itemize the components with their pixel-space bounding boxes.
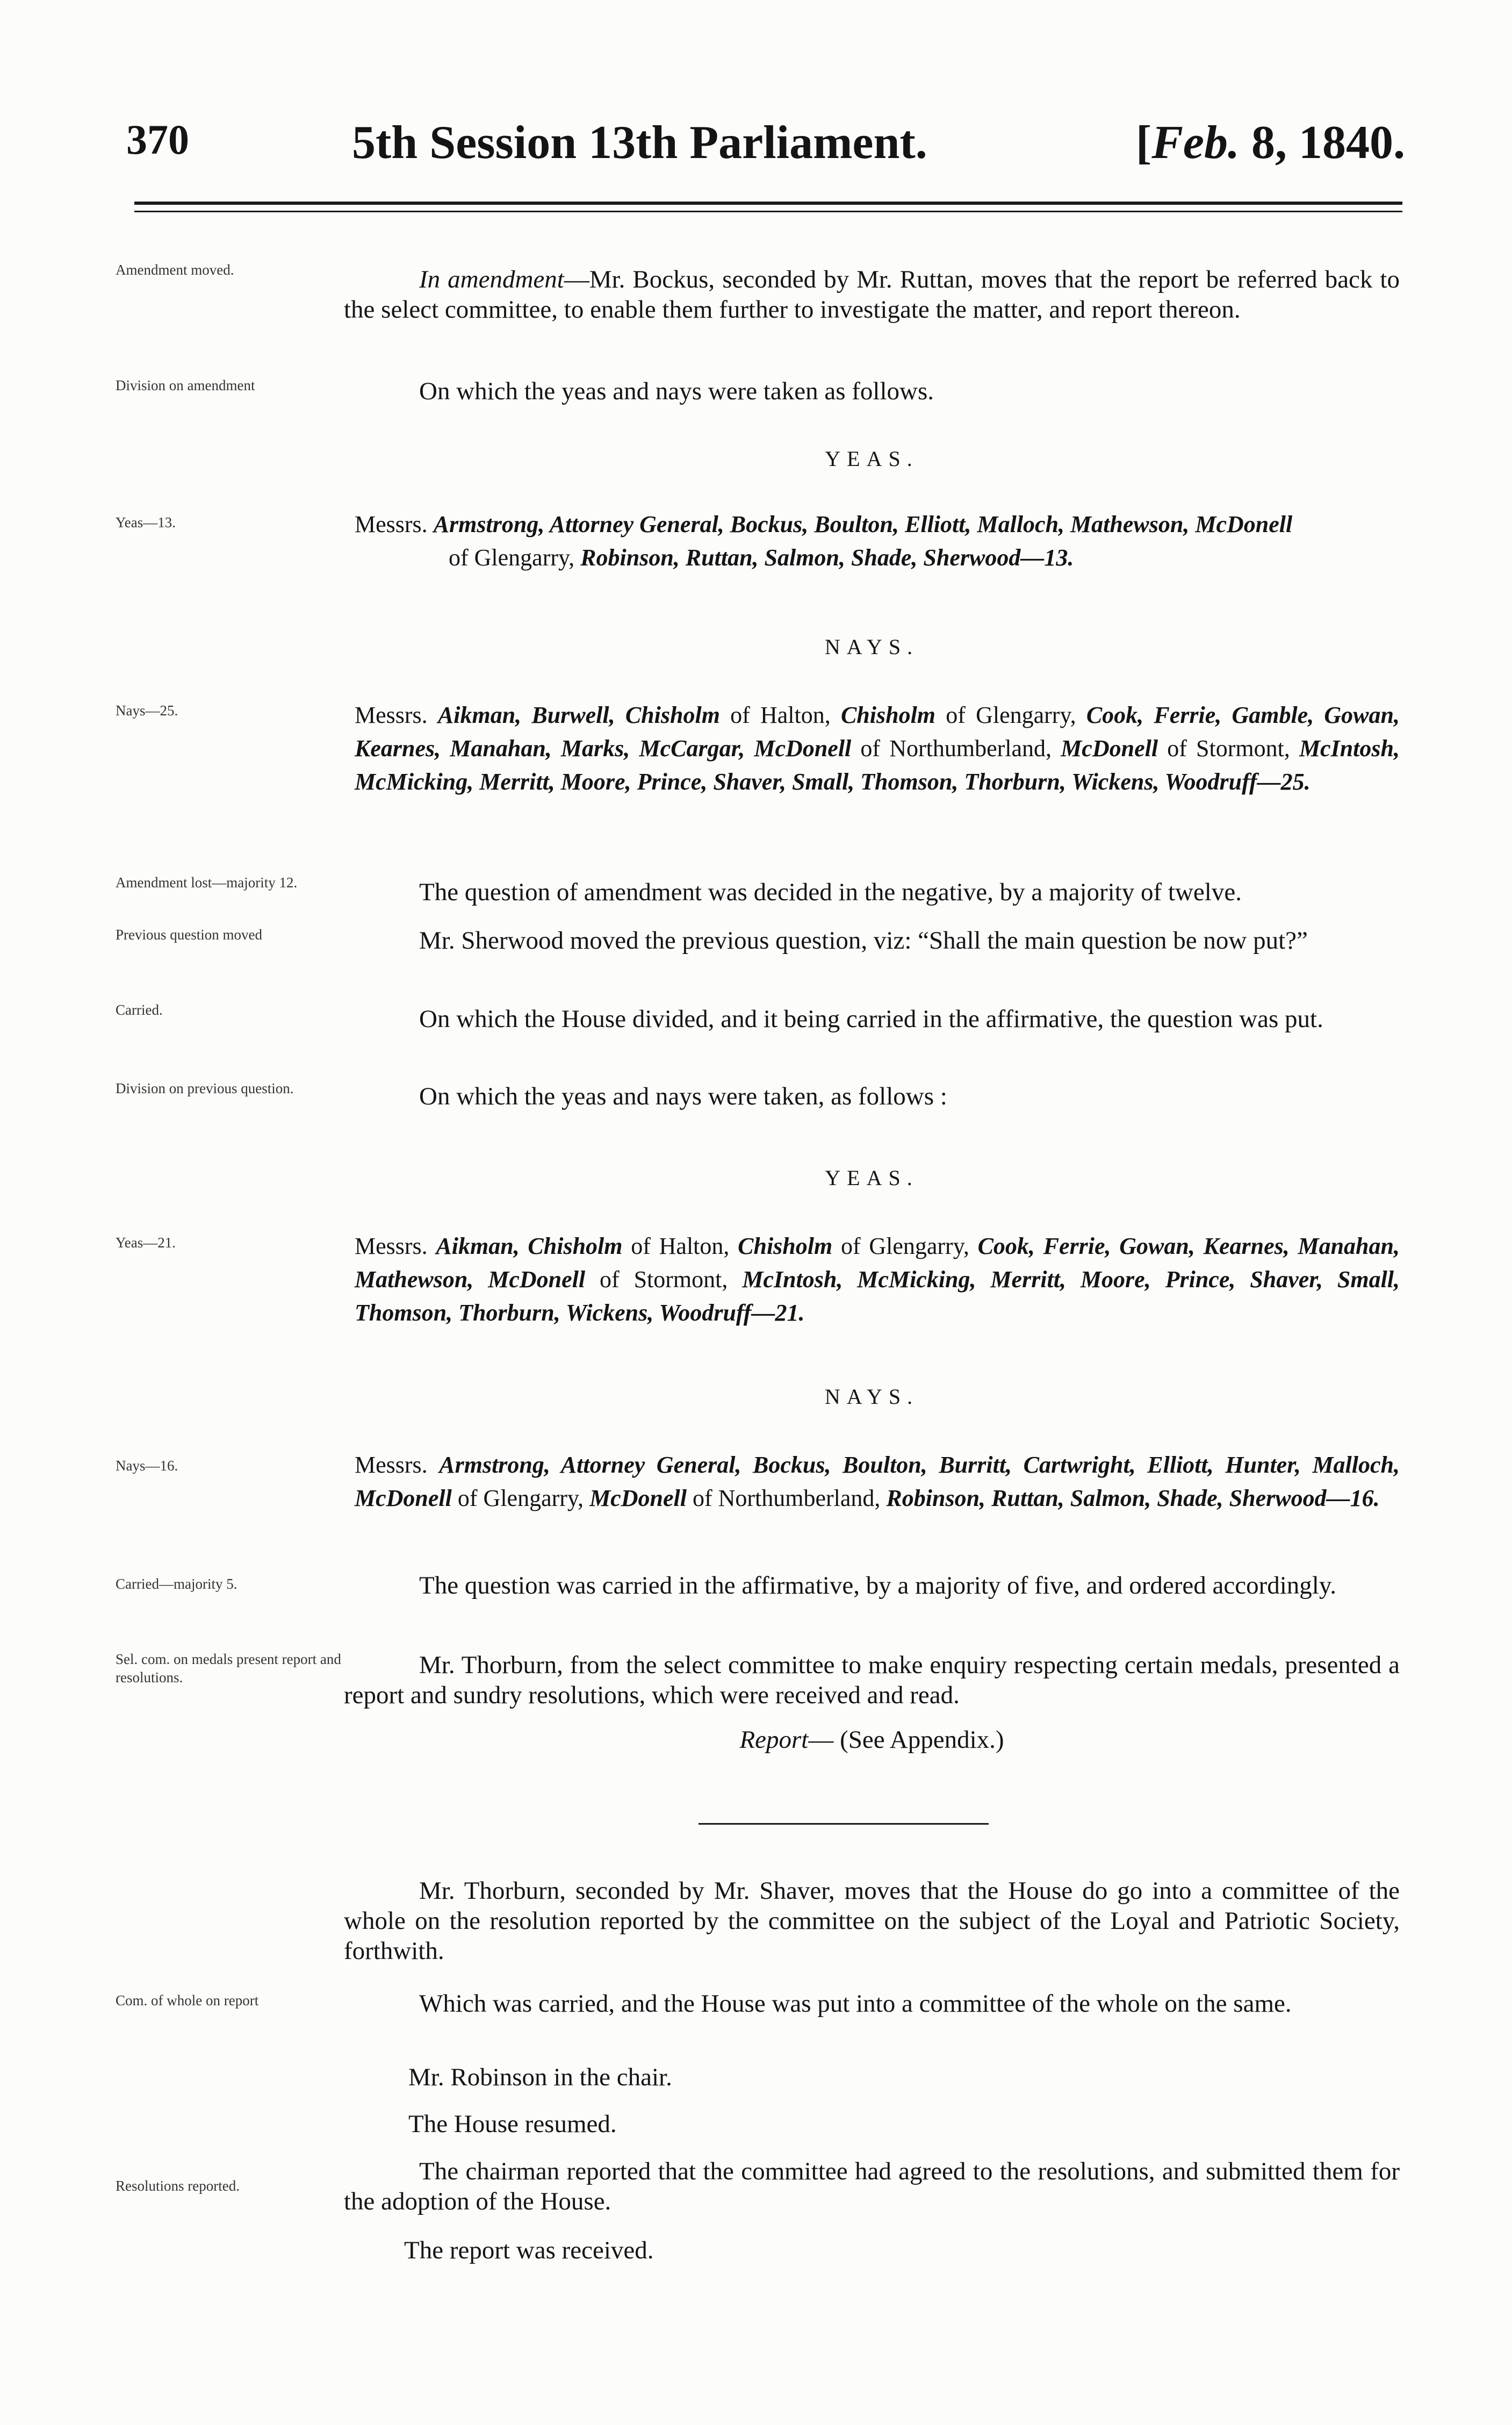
margin-note-yeas-13: Yeas—13. — [116, 514, 176, 530]
yeas-2-e: Cook, Ferrie, Gowan, Kearnes, — [977, 1233, 1290, 1259]
nays-1-prefix: Messrs. — [355, 702, 428, 728]
nays-2-c: McDonell — [589, 1485, 687, 1511]
yeas-heading-1: YEAS. — [825, 447, 919, 471]
thorburn-motion-paragraph: Mr. Thorburn, seconded by Mr. Shaver, moves that the House do go into a committee of the whole on the resolution reported by the committee on the subject of the Loyal and Patriotic Society, forthwith. — [344, 1877, 1400, 1965]
header-rule-thick — [134, 202, 1402, 205]
yeas-2-prefix: Messrs. — [355, 1233, 428, 1259]
medals-paragraph: Mr. Thorburn, from the select committee to make enquiry respecting certain medals, presented a report and sundry resolutions, which were received and read. — [344, 1651, 1400, 1709]
yeas-2-f: Manahan, Mathewson, McDonell — [355, 1233, 1400, 1293]
resumed-line: The House resumed. — [408, 2110, 617, 2138]
yeas-1-names-a: Armstrong, Attorney General, Bockus, Boulton, Elliott, Malloch, Mathewson, McDonell — [433, 511, 1293, 537]
report-rest: — (See Appendix.) — [808, 1726, 1004, 1754]
margin-note-nays-16: Nays—16. — [116, 1458, 178, 1474]
nays-list-2 — [355, 1448, 1400, 1515]
nays-1-e: Cook, Ferrie, Gamble, — [1086, 702, 1314, 728]
nays-2-prefix: Messrs. — [355, 1452, 428, 1478]
margin-note-amendment-lost: Amendment lost—majority 12. — [116, 874, 298, 891]
margin-note-carried: Carried. — [116, 1002, 163, 1018]
carried-paragraph: On which the House divided, and it being carried in the affirmative, the question was put. — [419, 1005, 1323, 1033]
page-number: 370 — [126, 116, 189, 163]
previous-question-paragraph: Mr. Sherwood moved the previous question, viz: “Shall the main question be now put?” — [419, 927, 1308, 955]
nays-1-d: of Glengarry, — [946, 702, 1076, 728]
date-bracket: [ — [1135, 117, 1152, 169]
yeas-1-of-glengarry: of Glengarry, — [449, 544, 575, 571]
running-title: 5th Session 13th Parliament. — [352, 117, 927, 169]
margin-note-division-amendment: Division on amendment — [116, 377, 255, 393]
yeas-2-d: of Glengarry, — [840, 1233, 969, 1259]
nays-1-i: of Stormont, — [1167, 735, 1290, 762]
nays-heading-1: NAYS. — [824, 635, 919, 659]
division-previous-paragraph: On which the yeas and nays were taken, as follows : — [419, 1082, 947, 1110]
page-header — [126, 116, 1405, 175]
margin-note-previous-question: Previous question moved — [116, 927, 262, 943]
amendment-paragraph — [344, 264, 1400, 325]
nays-1-f: Gowan, Kearnes, Manahan, Marks, McCargar, McDonell — [355, 702, 1400, 762]
margin-note-sel-com-medals: Sel. com. on medals present report and resolutions. — [116, 1651, 341, 1685]
yeas-1-prefix: Messrs. — [355, 511, 428, 537]
nays-1-a: Aikman, Burwell, Chisholm — [437, 702, 720, 728]
yeas-2-a: Aikman, Chisholm — [436, 1233, 623, 1259]
margin-note-yeas-21: Yeas—21. — [116, 1235, 176, 1251]
chair-line: Mr. Robinson in the chair. — [408, 2063, 672, 2091]
nays-2-a: Armstrong, Attorney General, Bockus, Boulton, Burritt, Cartwright, Elliott, Hunter, Malloch, McDonell — [355, 1452, 1400, 1511]
margin-note-resolutions-reported: Resolutions reported. — [116, 2178, 240, 2194]
margin-note-division-previous: Division on previous question. — [116, 1080, 294, 1096]
yeas-1-names-b: Robinson, Ruttan, Salmon, Shade, Sherwood—13. — [580, 544, 1074, 571]
margin-note-amendment-moved: Amendment moved. — [116, 262, 234, 278]
chairman-reported-paragraph: The chairman reported that the committee had agreed to the resolutions, and submitted them for the adoption of the House. — [344, 2157, 1400, 2215]
margin-note-com-whole: Com. of whole on report — [116, 1992, 259, 2008]
nays-1-b: of Halton, — [730, 702, 831, 728]
yeas-heading-2: YEAS. — [825, 1166, 919, 1190]
date-rest: 8, 1840. — [1240, 117, 1405, 169]
amendment-text: —Mr. Bockus, seconded by Mr. Ruttan, moves that the report be referred back to the select committee, to enable them further to investigate the matter, and report thereon. — [344, 266, 1400, 324]
yeas-2-g: of Stormont, — [600, 1266, 728, 1293]
section-divider — [699, 1823, 989, 1825]
nays-heading-2: NAYS. — [824, 1384, 919, 1409]
nays-1-g: of Northumberland, — [860, 735, 1052, 762]
report-label: Report — [739, 1726, 809, 1754]
amendment-lost-paragraph: The question of amendment was decided in the negative, by a majority of twelve. — [419, 878, 1242, 906]
nays-2-e: Robinson, Ruttan, Salmon, Shade, Sherwood—16. — [886, 1485, 1380, 1511]
report-received-line: The report was received. — [404, 2236, 654, 2264]
carried-majority-paragraph: The question was carried in the affirmative, by a majority of five, and ordered accordingly. — [419, 1572, 1337, 1599]
division-amendment-paragraph: On which the yeas and nays were taken as follows. — [419, 377, 934, 405]
nays-list-1 — [355, 699, 1400, 799]
nays-2-b: of Glengarry, — [457, 1485, 584, 1511]
nays-1-c: Chisholm — [840, 702, 936, 728]
yeas-2-c: Chisholm — [738, 1233, 833, 1259]
margin-note-carried-majority: Carried—majority 5. — [116, 1576, 237, 1592]
nays-1-j: McIntosh, McMicking, Merritt, Moore, Prince, Shaver, Small, Thomson, Thorburn, Wickens, Woodruff—25. — [355, 735, 1400, 795]
yeas-list-2 — [355, 1230, 1400, 1330]
nays-1-h: McDonell — [1061, 735, 1158, 762]
header-rule-thin — [134, 211, 1402, 212]
committee-whole-paragraph: Which was carried, and the House was put into a committee of the whole on the same. — [419, 1990, 1292, 2018]
header-date — [1136, 116, 1405, 170]
amendment-prefix: In amendment — [419, 266, 564, 293]
yeas-list-1 — [355, 508, 1400, 575]
yeas-2-b: of Halton, — [631, 1233, 730, 1259]
date-month: Feb. — [1151, 117, 1240, 169]
margin-note-nays-25: Nays—25. — [116, 702, 178, 719]
nays-2-d: of Northumberland, — [692, 1485, 881, 1511]
yeas-2-h: McIntosh, McMicking, Merritt, Moore, Prince, Shaver, Small, Thomson, Thorburn, Wickens, Woodruff—21. — [355, 1266, 1400, 1326]
report-appendix-line — [344, 1725, 1400, 1754]
